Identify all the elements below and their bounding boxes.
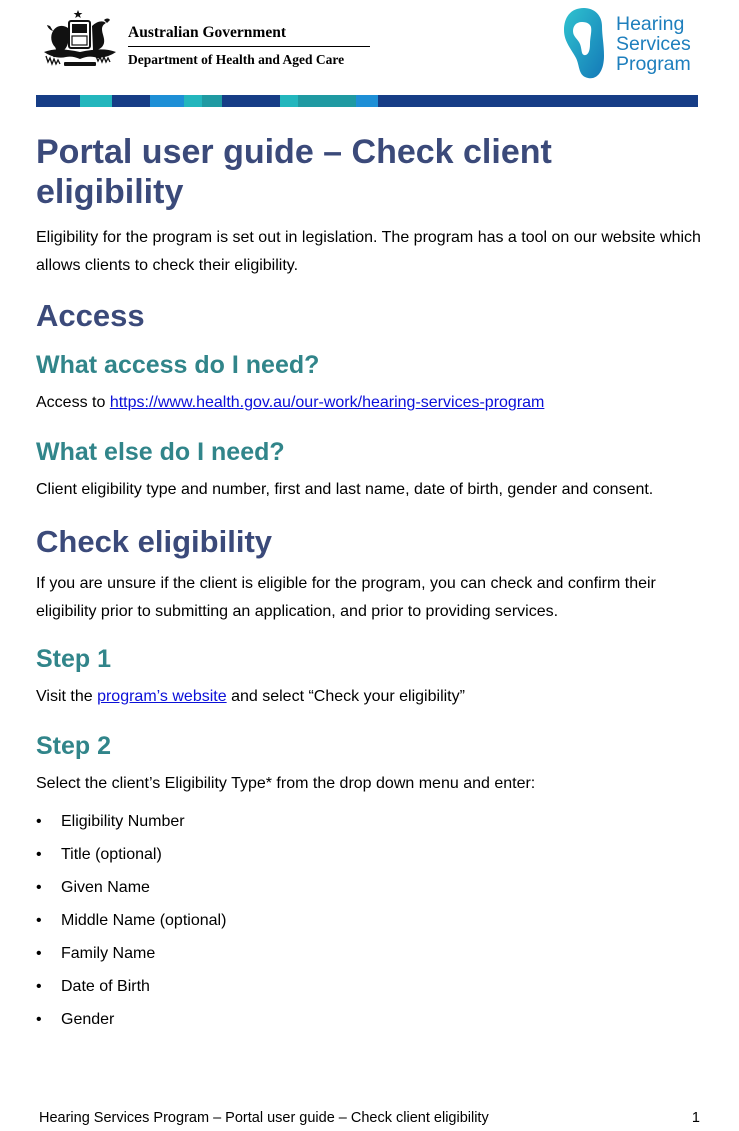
list-item: • Family Name [36,944,706,977]
list-item: • Middle Name (optional) [36,911,706,944]
required-fields-list [36,812,706,1043]
list-item: • Given Name [36,878,706,911]
page-header [0,0,739,110]
list-item: • Eligibility Number [36,812,706,845]
list-item: • Date of Birth [36,977,706,1010]
step-1-paragraph: Visit the program’s website and select “Check your eligibility” [36,688,465,705]
program-wordmark: Hearing Services Program [616,13,691,75]
step-1-heading: Step 1 [36,645,112,673]
hearing-services-program-logo [562,6,707,82]
page-number: 1 [691,1110,700,1126]
program-website-link[interactable]: program’s website [97,688,227,705]
access-heading: Access [36,298,145,333]
step-2-paragraph: Select the client’s Eligibility Type* from the drop down menu and enter: [36,775,536,792]
list-item: • Gender [36,1010,706,1043]
ear-logo-icon [562,6,606,80]
list-item: • Title (optional) [36,845,706,878]
step-2-heading: Step 2 [36,732,112,760]
check-eligibility-heading: Check eligibility [36,524,273,559]
requirements-paragraph: Client eligibility type and number, first and last name, date of birth, gender and consent. [36,481,654,498]
government-name: Australian Government [128,24,370,47]
page-title: Portal user guide – Check client eligibility [36,133,552,211]
coat-of-arms-icon [38,8,122,70]
access-question-heading: What access do I need? [36,351,320,379]
else-question-heading: What else do I need? [36,438,285,466]
brand-color-bar [36,95,698,107]
document-body [36,132,706,1043]
intro-paragraph: Eligibility for the program is set out in legislation. The program has a tool on our website which allows clients to check their eligibility. [36,229,701,274]
government-wordmark [128,24,370,68]
department-name: Department of Health and Aged Care [128,52,345,67]
health-gov-link[interactable]: https://www.health.gov.au/our-work/hearing-services-program [109,394,545,411]
footer-text: Hearing Services Program – Portal user guide – Check client eligibility [39,1110,489,1126]
access-paragraph: Access to https://www.health.gov.au/our-work/hearing-services-program [36,394,545,411]
check-eligibility-paragraph: If you are unsure if the client is eligible for the program, you can check and confirm their eligibility prior to submitting an application, and prior to providing services. [36,575,656,620]
